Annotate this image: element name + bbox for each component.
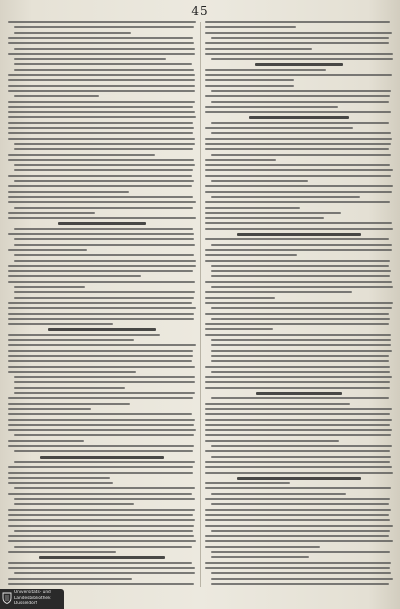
text-line <box>205 546 320 548</box>
text-line <box>14 450 193 452</box>
text-line <box>211 551 390 553</box>
text-line <box>8 419 195 421</box>
stamp-text <box>14 590 64 607</box>
text-line <box>211 360 389 362</box>
text-line <box>14 148 193 150</box>
text-line <box>8 334 160 336</box>
text-line <box>8 132 193 134</box>
text-line <box>8 339 134 341</box>
text-line <box>8 185 192 187</box>
text-line <box>211 556 309 558</box>
text-line <box>211 445 392 447</box>
text-line <box>205 143 391 145</box>
text-line <box>8 281 195 283</box>
text-line <box>205 461 390 463</box>
text-line <box>205 222 392 224</box>
text-line <box>211 244 392 246</box>
text-line <box>211 265 389 267</box>
text-line <box>14 180 194 182</box>
text-line <box>14 228 193 230</box>
text-line <box>205 376 392 378</box>
text-line <box>8 159 194 161</box>
text-line <box>211 101 389 103</box>
text-line <box>205 207 300 209</box>
text-line <box>205 419 392 421</box>
library-shield-icon <box>2 592 12 604</box>
text-line <box>8 440 84 442</box>
text-line <box>205 562 391 564</box>
text-line <box>8 551 116 553</box>
text-line <box>8 175 192 177</box>
text-line <box>8 138 195 140</box>
text-line <box>211 572 391 574</box>
text-line <box>205 525 393 527</box>
section-heading-line <box>40 456 165 459</box>
text-line <box>14 387 125 389</box>
stamp-line: Universitäts- und <box>14 590 51 595</box>
text-line <box>205 540 393 542</box>
text-line <box>205 313 389 315</box>
section-heading-line <box>237 233 361 236</box>
text-line <box>14 169 193 171</box>
text-line <box>205 164 390 166</box>
text-line <box>14 207 193 209</box>
text-line <box>14 572 195 574</box>
text-line <box>211 58 393 60</box>
text-line <box>14 95 99 97</box>
text-line <box>205 74 392 76</box>
text-line <box>205 249 392 251</box>
text-line <box>205 535 389 537</box>
text-line <box>8 79 195 81</box>
text-line <box>205 69 326 71</box>
text-line <box>205 175 391 177</box>
text-line <box>205 482 290 484</box>
text-line <box>8 578 132 580</box>
text-line <box>14 434 194 436</box>
text-line <box>14 238 194 240</box>
text-line <box>8 519 195 521</box>
section-heading-line <box>39 556 164 559</box>
text-line <box>205 424 390 426</box>
text-line <box>14 69 194 71</box>
text-line <box>8 318 194 320</box>
text-line <box>8 154 155 156</box>
text-line <box>8 477 110 479</box>
text-line <box>8 535 194 537</box>
text-line <box>14 546 192 548</box>
text-line <box>211 132 391 134</box>
text-line <box>8 371 136 373</box>
section-heading-line <box>58 222 146 225</box>
text-line <box>14 58 166 60</box>
text-line <box>8 583 194 585</box>
text-line <box>14 297 194 299</box>
text-line <box>8 85 195 87</box>
text-line <box>205 95 390 97</box>
text-line <box>8 514 193 516</box>
stamp-line: Düsseldorf <box>14 601 37 607</box>
text-line <box>8 191 129 193</box>
text-line <box>205 42 389 44</box>
text-line <box>211 307 392 309</box>
text-line <box>8 90 195 92</box>
text-line <box>211 37 389 39</box>
text-line <box>205 466 392 468</box>
text-line <box>8 408 91 410</box>
text-line <box>205 429 392 431</box>
section-heading-line <box>249 116 350 119</box>
text-line <box>8 307 196 309</box>
text-line <box>205 212 341 214</box>
text-line <box>205 106 338 108</box>
text-line <box>205 334 391 336</box>
text-line <box>205 191 392 193</box>
text-line <box>8 413 192 415</box>
text-line <box>205 148 389 150</box>
text-line <box>8 127 194 129</box>
text-line <box>8 21 196 23</box>
text-line <box>211 286 393 288</box>
text-line <box>205 472 393 474</box>
text-line <box>8 212 95 214</box>
text-line <box>14 254 194 256</box>
text-line <box>211 493 346 495</box>
text-line <box>8 37 193 39</box>
text-line <box>205 297 275 299</box>
text-line <box>8 270 193 272</box>
text-line <box>8 344 196 346</box>
text-line <box>205 498 390 500</box>
right-text-column <box>205 20 393 590</box>
text-line <box>211 275 390 277</box>
text-line <box>205 85 294 87</box>
stamp-line: Landesbibliothek <box>14 595 51 601</box>
text-line <box>205 381 390 383</box>
text-line <box>205 487 391 489</box>
text-line <box>205 514 389 516</box>
text-line <box>211 530 390 532</box>
text-line <box>205 79 294 81</box>
text-line <box>205 48 312 50</box>
text-line <box>14 376 195 378</box>
text-line <box>8 74 195 76</box>
text-line <box>8 482 113 484</box>
text-line <box>205 201 390 203</box>
text-line <box>8 429 196 431</box>
text-line <box>14 286 85 288</box>
text-line <box>8 275 141 277</box>
text-line <box>205 413 390 415</box>
text-line <box>14 143 195 145</box>
text-line <box>205 185 393 187</box>
text-line <box>205 32 392 34</box>
page-number: 45 <box>191 4 209 18</box>
text-line <box>211 122 389 124</box>
text-line <box>14 32 131 34</box>
text-line <box>8 403 130 405</box>
text-line <box>14 260 196 262</box>
text-line <box>205 238 389 240</box>
text-line <box>205 111 391 113</box>
text-line <box>14 530 193 532</box>
text-line <box>211 371 390 373</box>
text-line <box>205 450 390 452</box>
text-line <box>205 519 390 521</box>
text-line <box>14 48 195 50</box>
text-line <box>205 21 390 23</box>
text-line <box>211 196 360 198</box>
text-line <box>8 249 87 251</box>
text-line <box>8 313 194 315</box>
text-line <box>211 355 389 357</box>
section-heading-line <box>255 63 343 66</box>
text-line <box>211 583 389 585</box>
text-line <box>205 567 390 569</box>
section-heading-line <box>256 392 342 395</box>
text-line <box>8 355 193 357</box>
text-line <box>8 466 193 468</box>
text-line <box>211 339 391 341</box>
text-line <box>8 350 193 352</box>
text-line <box>8 323 113 325</box>
text-line <box>211 397 389 399</box>
text-line <box>14 244 195 246</box>
text-line <box>205 302 393 304</box>
text-line <box>14 503 134 505</box>
text-line <box>8 106 193 108</box>
text-line <box>205 291 352 293</box>
text-line <box>211 344 391 346</box>
text-line <box>8 196 193 198</box>
text-line <box>14 291 195 293</box>
text-line <box>205 366 390 368</box>
text-line <box>205 440 339 442</box>
text-line <box>205 328 273 330</box>
text-line <box>14 498 195 500</box>
text-line <box>8 493 192 495</box>
text-line <box>211 456 391 458</box>
text-line <box>14 392 195 394</box>
text-line <box>8 424 194 426</box>
text-line <box>8 111 195 113</box>
text-line <box>205 281 392 283</box>
text-line <box>8 509 195 511</box>
left-text-column <box>8 20 196 590</box>
text-line <box>14 461 195 463</box>
text-line <box>8 397 193 399</box>
text-line <box>8 217 196 219</box>
text-line <box>205 159 276 161</box>
text-line <box>8 42 194 44</box>
text-line <box>8 360 192 362</box>
text-line <box>205 217 324 219</box>
text-line <box>8 302 192 304</box>
text-line <box>211 503 389 505</box>
text-line <box>205 434 391 436</box>
text-line <box>205 228 393 230</box>
text-line <box>8 366 195 368</box>
text-line <box>205 53 393 55</box>
text-line <box>8 472 193 474</box>
text-line <box>205 127 353 129</box>
text-line <box>14 487 195 489</box>
section-heading-line <box>237 477 360 480</box>
column-divider <box>200 22 201 587</box>
text-line <box>8 265 196 267</box>
text-line <box>205 408 392 410</box>
text-line <box>211 270 391 272</box>
text-line <box>8 567 195 569</box>
text-line <box>211 318 390 320</box>
text-line <box>8 233 194 235</box>
text-line <box>211 578 393 580</box>
text-line <box>205 254 297 256</box>
text-line <box>205 387 390 389</box>
text-line <box>205 509 391 511</box>
text-line <box>8 116 196 118</box>
text-line <box>211 180 308 182</box>
text-line <box>211 154 391 156</box>
text-line <box>8 101 195 103</box>
text-line <box>14 381 195 383</box>
text-line <box>211 350 392 352</box>
text-line <box>205 260 390 262</box>
text-line <box>205 138 392 140</box>
text-line <box>205 403 350 405</box>
text-line <box>8 525 194 527</box>
text-line <box>8 122 193 124</box>
text-line <box>205 26 296 28</box>
text-line <box>14 26 194 28</box>
text-line <box>14 164 195 166</box>
text-line <box>8 201 196 203</box>
library-stamp <box>0 589 64 609</box>
text-line <box>205 169 393 171</box>
text-line <box>8 562 192 564</box>
text-line <box>211 90 391 92</box>
text-line <box>8 540 196 542</box>
text-line <box>205 323 389 325</box>
text-line <box>8 53 195 55</box>
text-line <box>14 63 192 65</box>
section-heading-line <box>48 328 156 331</box>
text-line <box>8 445 194 447</box>
